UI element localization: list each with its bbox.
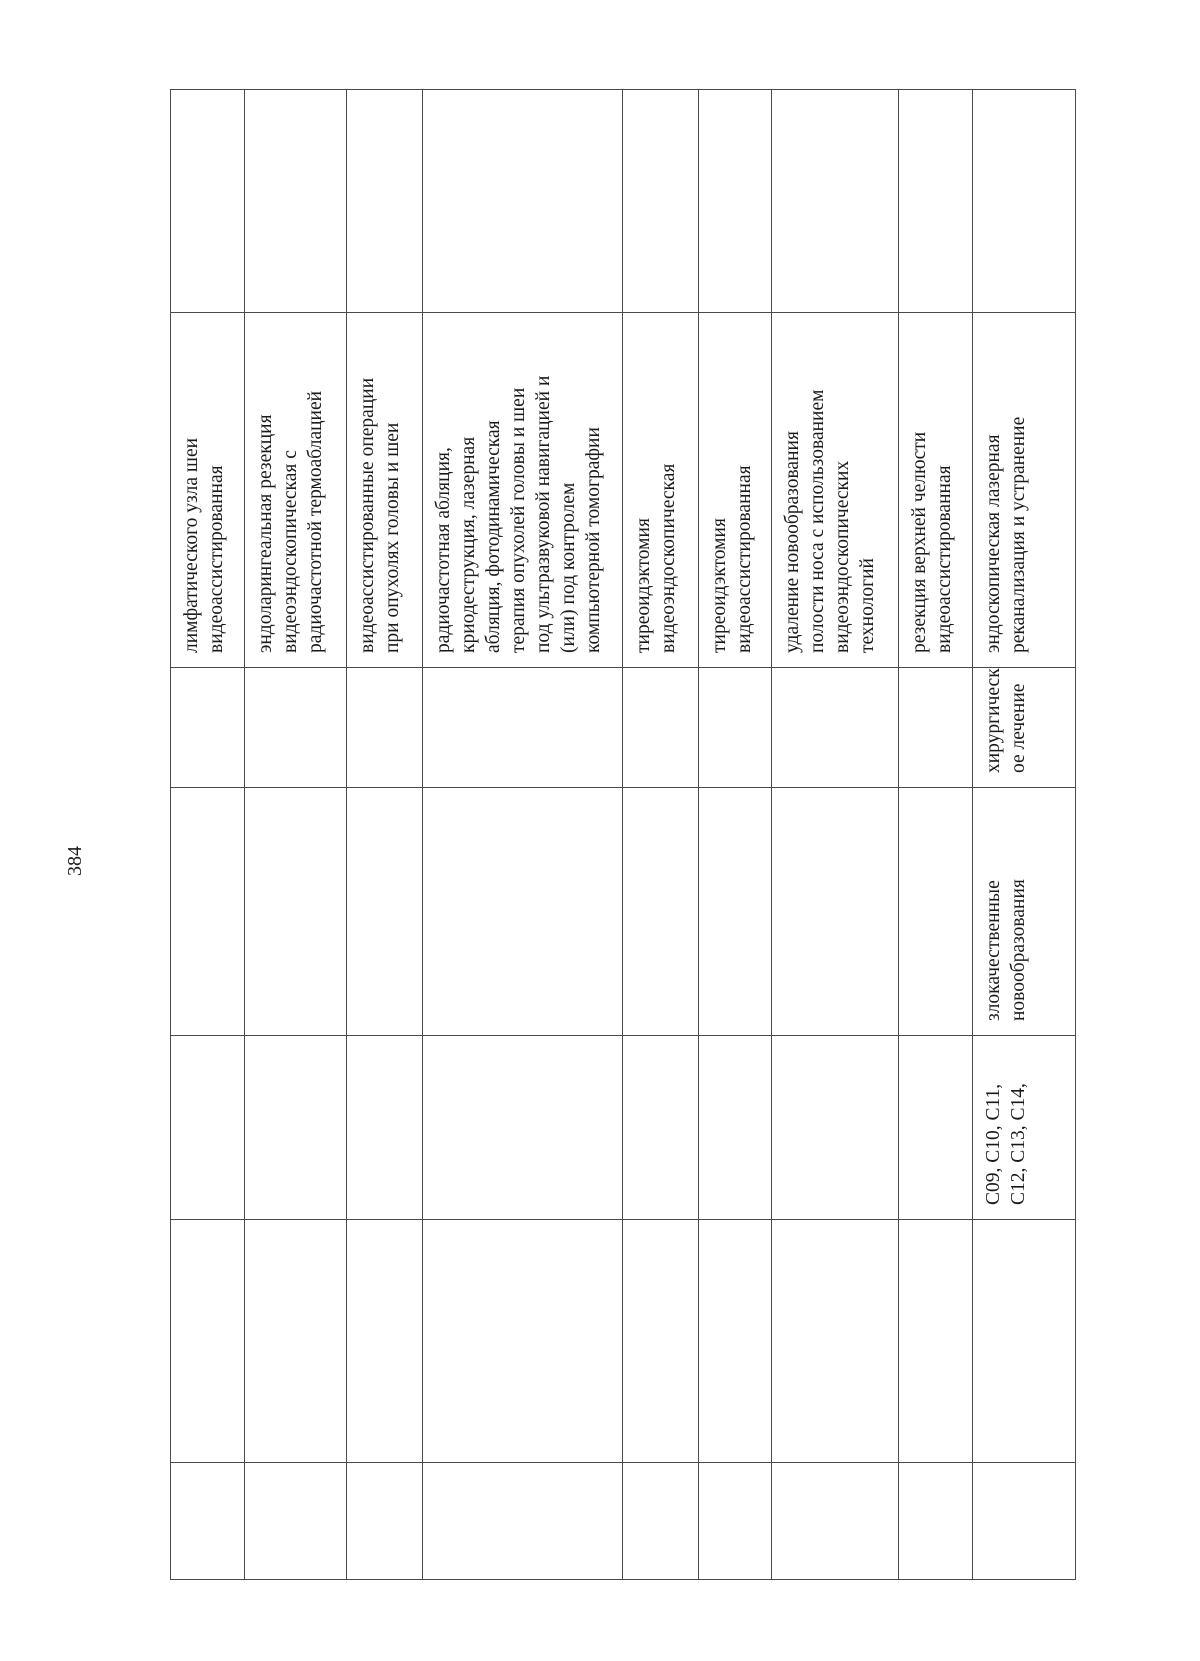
table-row [423,90,623,1580]
method-cell: тиреоидэктомия видеоэндоскопическая [623,313,699,668]
diagnosis-cell [423,788,623,1036]
group-cell [347,1220,423,1463]
diagnosis-cell [171,788,245,1036]
treatment-type-cell [423,668,623,788]
cost-cell [347,90,423,313]
number-cell [899,1463,973,1580]
table-row [623,90,699,1580]
icd-code-cell: C09, C10, C11, C12, C13, C14, [973,1036,1076,1220]
table-row [245,90,347,1580]
icd-code-cell [899,1036,973,1220]
method-cell: радиочастотная абляция, криодеструкция, лазерная абляция, фотодинамическая терапия опухолей головы и шеи под ультразвуковой навигацией и (или) под контролем компьютерной томографии [423,313,623,668]
table-row [973,90,1076,1580]
number-cell [772,1463,899,1580]
group-cell [973,1220,1076,1463]
treatment-type-cell [899,668,973,788]
diagnosis-cell [623,788,699,1036]
diagnosis-cell [245,788,347,1036]
table-row [772,90,899,1580]
icd-code-cell [772,1036,899,1220]
group-cell [623,1220,699,1463]
table-row [347,90,423,1580]
table-row [699,90,772,1580]
icd-code-cell [245,1036,347,1220]
method-cell: тиреоидэктомия видеоассистированная [699,313,772,668]
number-cell [423,1463,623,1580]
cost-cell [623,90,699,313]
treatment-type-cell [245,668,347,788]
group-cell [423,1220,623,1463]
group-cell [245,1220,347,1463]
method-cell: резекция верхней челюсти видеоассистированная [899,313,973,668]
treatment-type-cell [171,668,245,788]
rotated-table-wrapper [170,90,1075,1580]
icd-code-cell [699,1036,772,1220]
table-frame [170,90,1075,1580]
cost-cell [699,90,772,313]
cost-cell [245,90,347,313]
treatment-type-cell [347,668,423,788]
treatment-type-cell [699,668,772,788]
method-cell: удаление новообразования полости носа с использованием видеоэндоскопических технологий [772,313,899,668]
treatment-type-cell: хирургическ ое лечение [973,668,1076,788]
method-cell: эндоскопическая лазерная реканализация и устранение [973,313,1076,668]
diagnosis-cell [699,788,772,1036]
cost-cell [899,90,973,313]
table-row [899,90,973,1580]
number-cell [623,1463,699,1580]
number-cell [973,1463,1076,1580]
treatment-type-cell [772,668,899,788]
method-cell: лимфатического узла шеи видеоассистированная [171,313,245,668]
table-row [171,90,245,1580]
procedures-table [170,89,1076,1580]
diagnosis-cell: злокачественные новообразования [973,788,1076,1036]
cost-cell [772,90,899,313]
cost-cell [973,90,1076,313]
group-cell [899,1220,973,1463]
group-cell [171,1220,245,1463]
diagnosis-cell [899,788,973,1036]
icd-code-cell [347,1036,423,1220]
diagnosis-cell [772,788,899,1036]
method-cell: эндоларингеальная резекция видеоэндоскопическая с радиочастотной термоаблацией [245,313,347,668]
diagnosis-cell [347,788,423,1036]
number-cell [245,1463,347,1580]
group-cell [772,1220,899,1463]
number-cell [171,1463,245,1580]
page-number: 384 [64,846,86,876]
icd-code-cell [423,1036,623,1220]
number-cell [699,1463,772,1580]
number-cell [347,1463,423,1580]
cost-cell [171,90,245,313]
treatment-type-cell [623,668,699,788]
icd-code-cell [171,1036,245,1220]
group-cell [699,1220,772,1463]
cost-cell [423,90,623,313]
icd-code-cell [623,1036,699,1220]
method-cell: видеоассистированные операции при опухолях головы и шеи [347,313,423,668]
